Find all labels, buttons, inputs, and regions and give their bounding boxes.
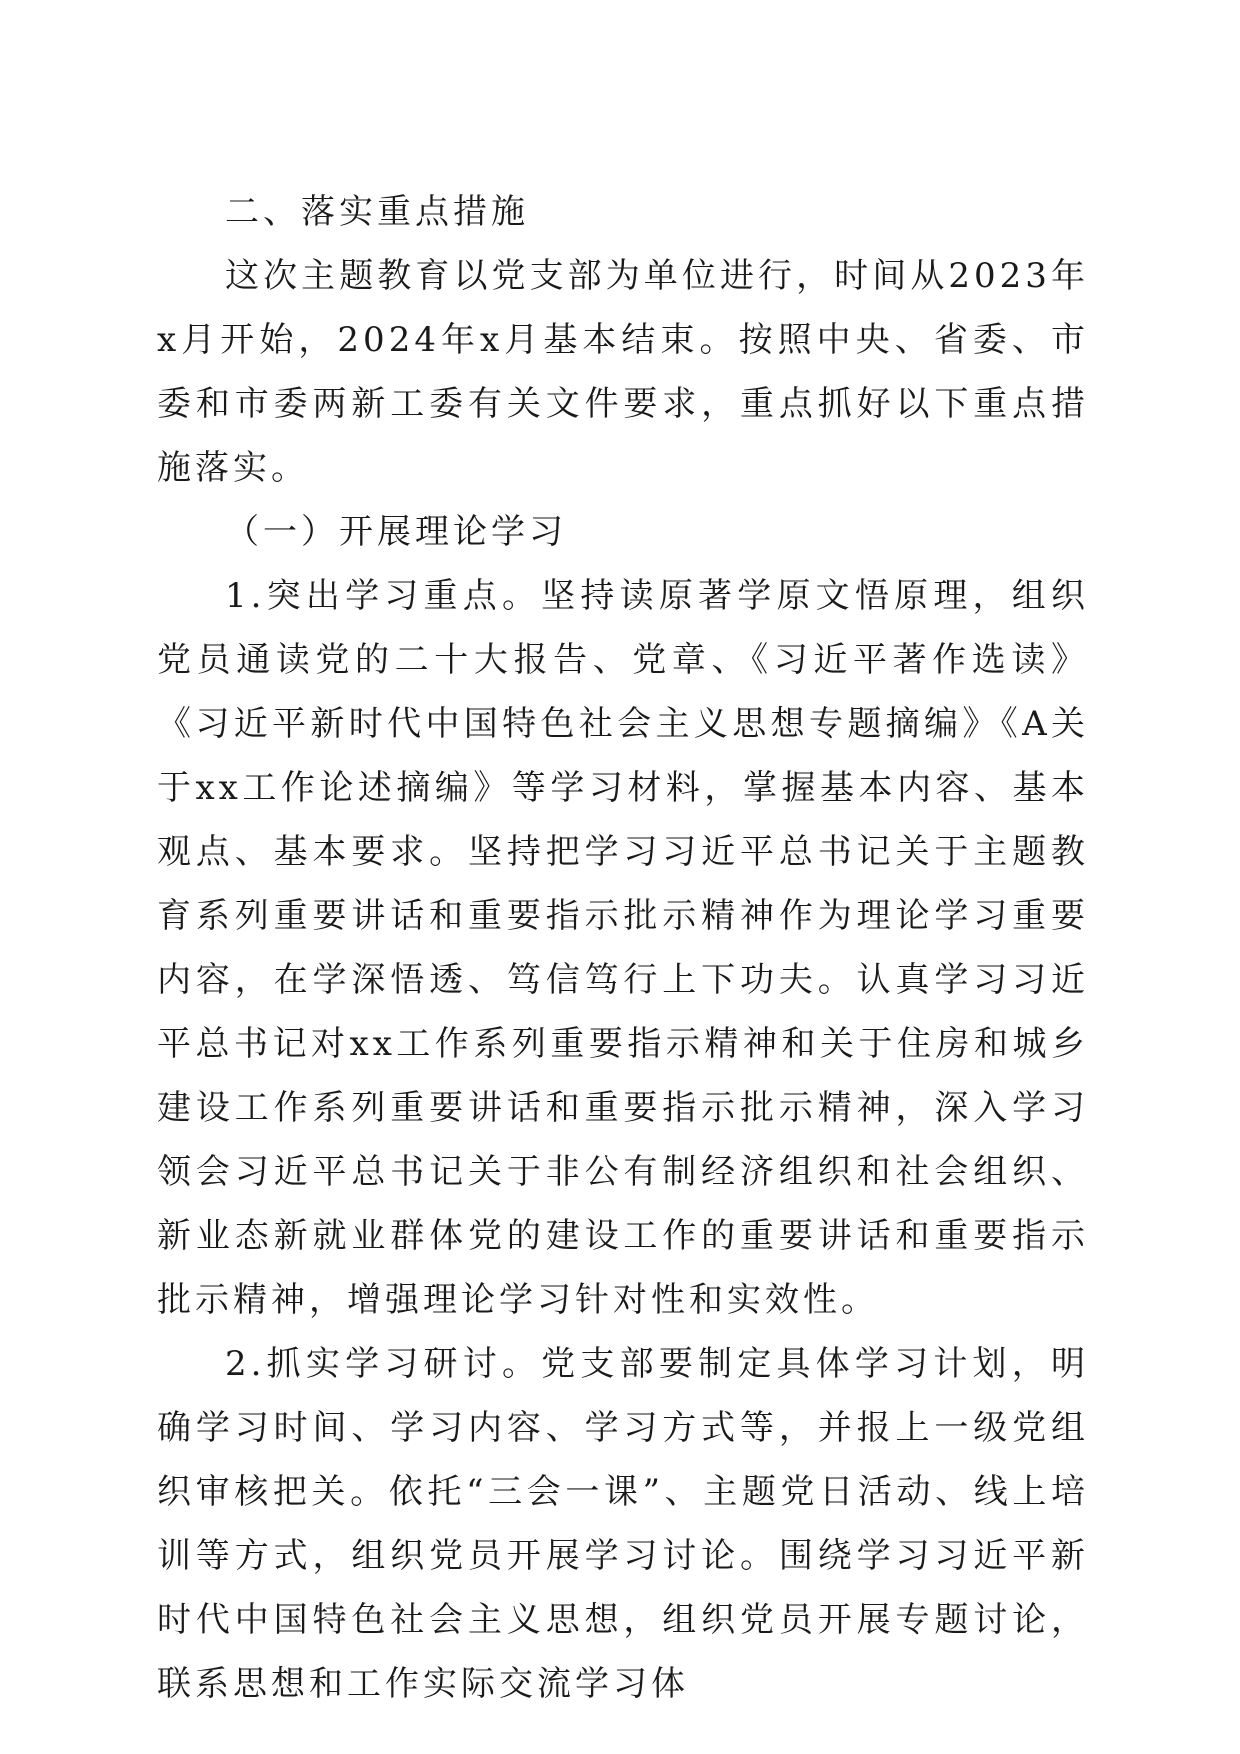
item-2-paragraph: 2.抓实学习研讨。党支部要制定具体学习计划，明确学习时间、学习内容、学习方式等，并报上一级党组织审核把关。依托“三会一课”、主题党日活动、线上培训等方式，组织党员开展学习讨论。围绕学习习近平新时代中国特色社会主义思想，组织党员开展专题讨论，联系思想和工作实际交流学习体 [157, 1344, 1089, 1704]
subsection-heading: （一）开展理论学习 [225, 512, 567, 552]
document-body [157, 180, 1089, 1716]
intro-paragraph: 这次主题教育以党支部为单位进行，时间从2023年x月开始，2024年x月基本结束。按照中央、省委、市委和市委两新工委有关文件要求，重点抓好以下重点措施落实。 [157, 256, 1089, 488]
section-heading: 二、落实重点措施 [225, 192, 529, 232]
item-1-paragraph: 1.突出学习重点。坚持读原著学原文悟原理，组织党员通读党的二十大报告、党章、《习近平著作选读》《习近平新时代中国特色社会主义思想专题摘编》《A关于xx工作论述摘编》等学习材料，掌握基本内容、基本观点、基本要求。坚持把学习习近平总书记关于主题教育系列重要讲话和重要指示批示精神作为理论学习重要内容，在学深悟透、笃信笃行上下功夫。认真学习习近平总书记对xx工作系列重要指示精神和关于住房和城乡建设工作系列重要讲话和重要指示批示精神，深入学习领会习近平总书记关于非公有制经济组织和社会组织、新业态新就业群体党的建设工作的重要讲话和重要指示批示精神，增强理论学习针对性和实效性。 [157, 576, 1089, 1320]
